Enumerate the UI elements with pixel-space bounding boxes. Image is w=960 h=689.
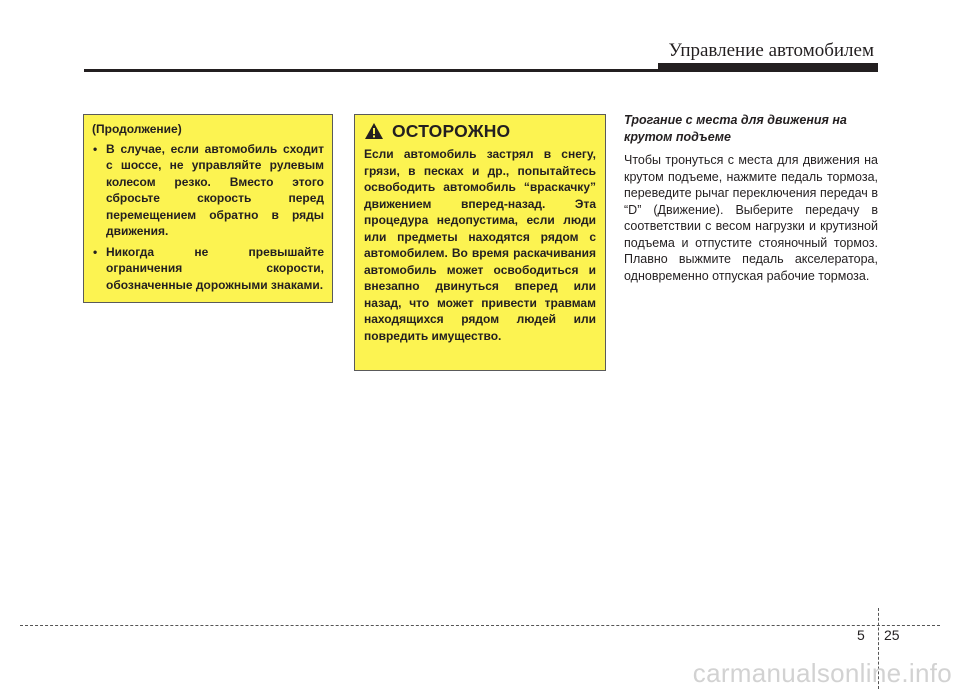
footer-dashed-rule	[20, 625, 940, 626]
watermark-text: carmanualsonline.info	[692, 658, 952, 688]
bullet-icon: •	[93, 141, 98, 156]
warning-box	[354, 114, 606, 371]
caution-bullet-item	[92, 141, 324, 240]
warning-title: ОСТОРОЖНО	[392, 120, 511, 141]
page-header-title: Управление автомобилем	[668, 40, 874, 61]
warning-header	[364, 122, 596, 140]
section-body: Чтобы тронуться с места для движения на крутом подъеме, нажмите педаль тормоза, переведите рычаг переключения передач в “D” (Движение). Выберите передачу в соответствии с весом нагрузки и крутизной подъема и отпустите стояночный тормоз. Плавно выжмите педаль акселератора, одновременно отпуская рабочие тормоза.	[624, 153, 878, 283]
warning-body: Если автомобиль застрял в снегу, грязи, в песках и др., попытайтесь освободить автомобиль “враскачку” движением вперед-назад. Эта процедура недопустима, если люди или предметы находятся рядом с автомобилем. Во время раскачивания автомобиль может освободиться и внезапно двинуться вперед или назад, что может привести травмам находящихся рядом людей или повредить имущество.	[364, 147, 596, 343]
header-rule	[84, 69, 878, 72]
caution-bullet-text: В случае, если автомобиль сходит с шоссе, не управляйте рулевым колесом резко. Вместо этого сбросьте скорость перед перемещением обратно в ряды движения.	[106, 141, 324, 238]
warning-triangle-icon	[364, 122, 384, 140]
chapter-number: 5	[857, 627, 865, 643]
caution-bullet-list	[92, 141, 324, 294]
section-heading: Трогание с места для движения на крутом подъеме	[624, 113, 847, 144]
page-number: 25	[884, 627, 900, 643]
bullet-icon: •	[93, 244, 98, 259]
caution-bullet-item	[92, 244, 324, 294]
caution-box	[83, 114, 333, 303]
section-column	[624, 112, 878, 284]
continued-label: (Продолжение)	[92, 122, 182, 136]
caution-bullet-text: Никогда не превышайте ограничения скорости, обозначенные дорожными знаками.	[106, 244, 324, 292]
